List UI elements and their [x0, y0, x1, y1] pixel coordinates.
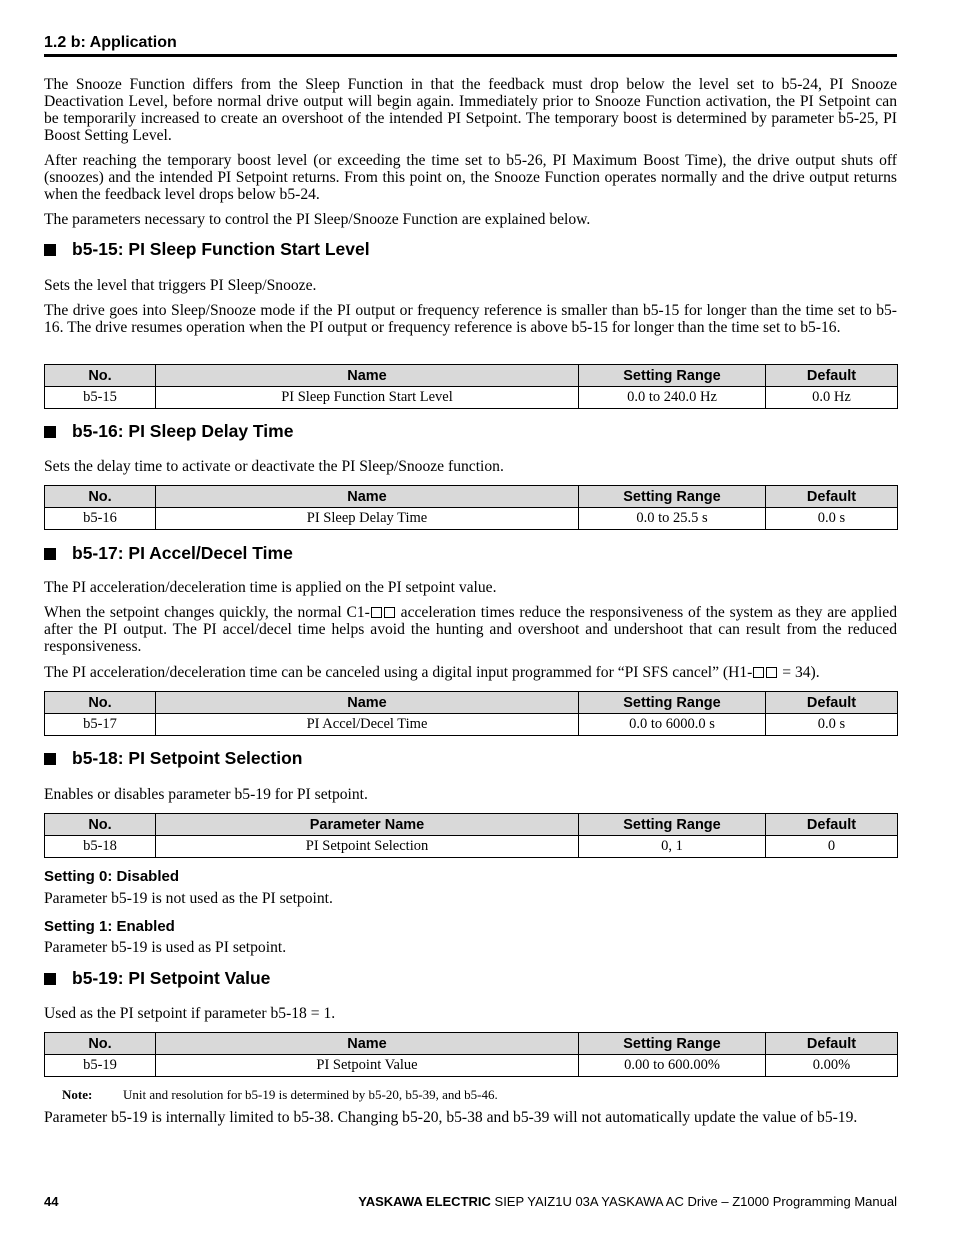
heading-b5-17: b5-17: PI Accel/Decel Time	[44, 543, 293, 564]
cell-default: 0.0 Hz	[766, 387, 898, 409]
table-b5-16	[44, 485, 898, 530]
col-name: Name	[156, 692, 579, 714]
table-b5-18	[44, 813, 898, 858]
col-range: Setting Range	[579, 814, 766, 836]
cell-range: 0.00 to 600.00%	[579, 1055, 766, 1077]
col-range: Setting Range	[579, 486, 766, 508]
cell-name: PI Sleep Delay Time	[156, 508, 579, 530]
table-b5-15	[44, 364, 898, 409]
col-name: Name	[156, 365, 579, 387]
table-row	[45, 1055, 898, 1077]
cell-no: b5-19	[45, 1055, 156, 1077]
heading-b5-16: b5-16: PI Sleep Delay Time	[44, 421, 293, 442]
intro-paragraph-2: After reaching the temporary boost level (or exceeding the time set to b5-26, PI Maximum Boost Time), the drive output shuts off (snoozes) and the intended PI Setpoint returns. From this point on, the Snooze Function operates normally and the drive output returns when the feedback level drops below b5-24.	[44, 152, 897, 203]
col-default: Default	[766, 1033, 898, 1055]
table-header-row	[45, 1033, 898, 1055]
note-label: Note:	[62, 1087, 93, 1102]
square-bullet-icon	[44, 973, 56, 985]
header-rule	[44, 54, 897, 57]
cell-default: 0.0 s	[766, 714, 898, 736]
cell-name: PI Setpoint Selection	[156, 836, 579, 858]
col-name: Name	[156, 486, 579, 508]
table-header-row	[45, 486, 898, 508]
placeholder-box-icon	[753, 667, 764, 678]
table-header-row	[45, 692, 898, 714]
page-number: 44	[44, 1194, 59, 1209]
col-no: No.	[45, 814, 156, 836]
intro-paragraph-3: The parameters necessary to control the PI Sleep/Snooze Function are explained below.	[44, 211, 591, 228]
table-b5-19	[44, 1032, 898, 1077]
table-b5-17	[44, 691, 898, 736]
placeholder-box-icon	[766, 667, 777, 678]
col-no: No.	[45, 486, 156, 508]
square-bullet-icon	[44, 548, 56, 560]
table-row	[45, 714, 898, 736]
note	[62, 1087, 498, 1103]
note-text: Unit and resolution for b5-19 is determined by b5-20, b5-39, and b5-46.	[123, 1087, 498, 1102]
setting-1-text: Parameter b5-19 is used as PI setpoint.	[44, 939, 287, 956]
cell-range: 0.0 to 6000.0 s	[579, 714, 766, 736]
table-row	[45, 508, 898, 530]
b5-15-paragraph-1: Sets the level that triggers PI Sleep/Snooze.	[44, 277, 317, 294]
col-no: No.	[45, 1033, 156, 1055]
table-row	[45, 836, 898, 858]
cell-no: b5-15	[45, 387, 156, 409]
cell-no: b5-16	[45, 508, 156, 530]
b5-17-paragraph-3: The PI acceleration/deceleration time can be canceled using a digital input programmed for “PI SFS cancel” (H1- = 34).	[44, 664, 820, 681]
setting-0-heading: Setting 0: Disabled	[44, 868, 180, 885]
b5-17-paragraph-2: When the setpoint changes quickly, the normal C1- acceleration times reduce the responsiveness of the system as they are applied after the PI output. The PI accel/decel time helps avoid the hunting and overshoot and undershoot that can result from the reduced responsiveness.	[44, 604, 897, 655]
col-default: Default	[766, 486, 898, 508]
square-bullet-icon	[44, 426, 56, 438]
cell-name: PI Sleep Function Start Level	[156, 387, 579, 409]
col-range: Setting Range	[579, 365, 766, 387]
b5-16-paragraph-1: Sets the delay time to activate or deactivate the PI Sleep/Snooze function.	[44, 458, 504, 475]
col-parameter-name: Parameter Name	[156, 814, 579, 836]
col-range: Setting Range	[579, 692, 766, 714]
table-header-row	[45, 365, 898, 387]
heading-b5-19: b5-19: PI Setpoint Value	[44, 968, 270, 989]
cell-default: 0	[766, 836, 898, 858]
col-name: Name	[156, 1033, 579, 1055]
footer-doc-title: SIEP YAIZ1U 03A YASKAWA AC Drive – Z1000 Programming Manual	[490, 1194, 897, 1209]
placeholder-box-icon	[384, 607, 395, 618]
placeholder-box-icon	[371, 607, 382, 618]
col-default: Default	[766, 692, 898, 714]
section-header: 1.2 b: Application	[44, 34, 177, 51]
b5-19-paragraph-2: Parameter b5-19 is internally limited to b5-38. Changing b5-20, b5-38 and b5-39 will not automatically update the value of b5-19.	[44, 1109, 858, 1126]
heading-b5-18: b5-18: PI Setpoint Selection	[44, 748, 302, 769]
col-no: No.	[45, 692, 156, 714]
col-no: No.	[45, 365, 156, 387]
cell-default: 0.00%	[766, 1055, 898, 1077]
cell-default: 0.0 s	[766, 508, 898, 530]
col-range: Setting Range	[579, 1033, 766, 1055]
b5-18-paragraph-1: Enables or disables parameter b5-19 for PI setpoint.	[44, 786, 368, 803]
footer-brand: YASKAWA ELECTRIC	[358, 1194, 491, 1209]
cell-range: 0, 1	[579, 836, 766, 858]
cell-name: PI Accel/Decel Time	[156, 714, 579, 736]
cell-no: b5-18	[45, 836, 156, 858]
col-default: Default	[766, 365, 898, 387]
setting-0-text: Parameter b5-19 is not used as the PI setpoint.	[44, 890, 333, 907]
table-header-row	[45, 814, 898, 836]
b5-17-paragraph-1: The PI acceleration/deceleration time is applied on the PI setpoint value.	[44, 579, 497, 596]
b5-19-paragraph-1: Used as the PI setpoint if parameter b5-18 = 1.	[44, 1005, 336, 1022]
square-bullet-icon	[44, 753, 56, 765]
col-default: Default	[766, 814, 898, 836]
table-row	[45, 387, 898, 409]
cell-range: 0.0 to 25.5 s	[579, 508, 766, 530]
intro-paragraph-1: The Snooze Function differs from the Sleep Function in that the feedback must drop below the level set to b5-24, PI Snooze Deactivation Level, before normal drive output will begin again. Immediately prior to Snooze Function activation, the PI Setpoint can be temporarily increased to create an overshoot of the intended PI Setpoint. The temporary boost is determined by parameter b5-25, PI Boost Setting Level.	[44, 76, 897, 144]
cell-name: PI Setpoint Value	[156, 1055, 579, 1077]
square-bullet-icon	[44, 244, 56, 256]
heading-b5-15: b5-15: PI Sleep Function Start Level	[44, 239, 370, 260]
footer-doc-info	[358, 1194, 897, 1209]
cell-no: b5-17	[45, 714, 156, 736]
b5-15-paragraph-2: The drive goes into Sleep/Snooze mode if the PI output or frequency reference is smaller than b5-15 for longer than the time set to b5-16. The drive resumes operation when the PI output or frequency reference is above b5-15 for longer than the time set to b5-16.	[44, 302, 897, 336]
cell-range: 0.0 to 240.0 Hz	[579, 387, 766, 409]
setting-1-heading: Setting 1: Enabled	[44, 918, 175, 935]
